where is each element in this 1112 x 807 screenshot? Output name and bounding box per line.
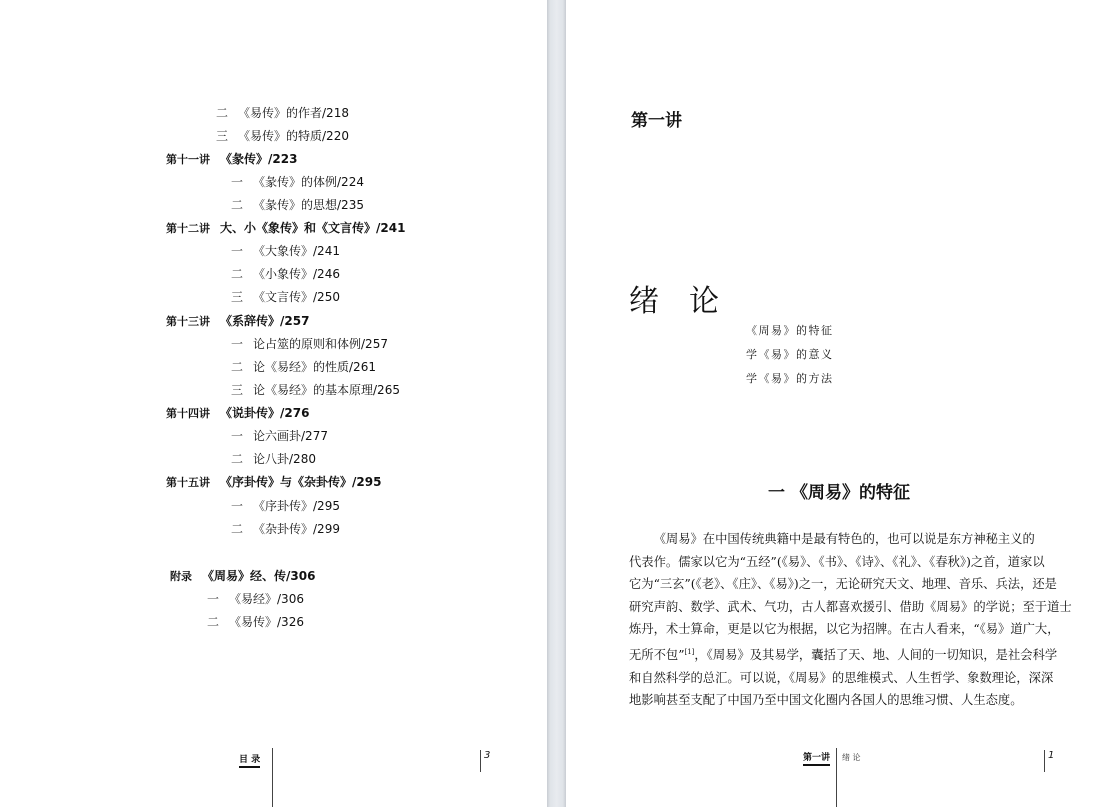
toc-item: 三 论《易经》的基本原理/265	[231, 383, 400, 397]
section-heading: 一 《周易》的特征	[768, 483, 910, 503]
toc-item: 一 论占筮的原则和体例/257	[231, 337, 388, 351]
toc-item: 二 论八卦/280	[231, 452, 316, 466]
toc-item: 一 《易经》/306	[207, 592, 304, 606]
toc-lecture: 第十二讲 大、小《象传》和《文言传》/241	[166, 221, 406, 235]
topic-line: 《周易》的特征	[746, 324, 834, 337]
toc-lecture: 第十四讲 《说卦传》/276	[166, 406, 310, 420]
body-line: 炼丹，术士算命，更是以它为根据，以它为招牌。在古人看来，“《易》道广大，	[629, 622, 1060, 637]
right-footer-label: 第一讲	[803, 750, 830, 766]
topic-line: 学《易》的方法	[746, 372, 834, 385]
toc-item: 二 论《易经》的性质/261	[231, 360, 376, 374]
toc-item: 二 《杂卦传》/299	[231, 522, 340, 536]
body-paragraph	[629, 528, 1072, 712]
toc-item: 一 论六画卦/277	[231, 429, 328, 443]
toc-item: 二 《易传》的作者/218	[216, 106, 349, 120]
left-pagenum-rule	[480, 750, 481, 772]
body-line: 研究声韵、数学、武术、气功，古人都喜欢援引、借助《周易》的学说；至于道士	[629, 599, 1072, 614]
toc-item: 三 《易传》的特质/220	[216, 129, 349, 143]
toc-item: 二 《彖传》的思想/235	[231, 198, 364, 212]
toc-item: 二 《小象传》/246	[231, 267, 340, 281]
left-footer-rule	[272, 748, 273, 807]
body-line: 和自然科学的总汇。可以说，《周易》的思维模式、人生哲学、象数理论，深深	[629, 670, 1054, 685]
right-footer-rule	[836, 748, 837, 807]
chapter-title: 绪论	[629, 284, 749, 319]
right-page-number: 1	[1048, 750, 1055, 761]
body-line-footnote: 无所不包”[1]，《周易》及其易学，囊括了天、地、人间的一切知识，是社会科学	[629, 647, 1058, 663]
left-page-number: 3	[484, 750, 491, 761]
topic-line: 学《易》的意义	[746, 348, 834, 361]
body-line: 代表作。儒家以它为“五经”(《易》、《书》、《诗》、《礼》、《春秋》)之首，道家以	[629, 554, 1045, 569]
toc-item: 三 《文言传》/250	[231, 290, 340, 304]
toc-item: 一 《序卦传》/295	[231, 499, 340, 513]
toc-item: 二 《易传》/326	[207, 615, 304, 629]
left-footer-label: 目 录	[239, 752, 260, 768]
left-page	[0, 0, 547, 807]
footnote-ref[interactable]: [1]	[684, 647, 695, 656]
toc-lecture: 第十五讲 《序卦传》与《杂卦传》/295	[166, 475, 382, 489]
right-footer-sub: 绪 论	[842, 753, 861, 762]
toc-appendix: 附录 《周易》经、传/306	[170, 569, 316, 583]
toc-lecture: 第十三讲 《系辞传》/257	[166, 314, 310, 328]
body-line: 地影响甚至支配了中国乃至中国文化圈内各国人的思维习惯、人生态度。	[629, 693, 1023, 708]
page-gutter	[547, 0, 566, 807]
body-line: 它为“三玄”(《老》、《庄》、《易》)之一，无论研究天文、地理、音乐、兵法，还是	[629, 577, 1057, 592]
body-line: 《周易》在中国传统典籍中是最有特色的，也可以说是东方神秘主义的	[653, 532, 1035, 546]
lecture-title: 第一讲	[631, 111, 682, 131]
right-pagenum-rule	[1044, 750, 1045, 772]
toc-item: 一 《彖传》的体例/224	[231, 175, 364, 189]
toc-item: 一 《大象传》/241	[231, 244, 340, 258]
toc-lecture: 第十一讲 《彖传》/223	[166, 152, 298, 166]
